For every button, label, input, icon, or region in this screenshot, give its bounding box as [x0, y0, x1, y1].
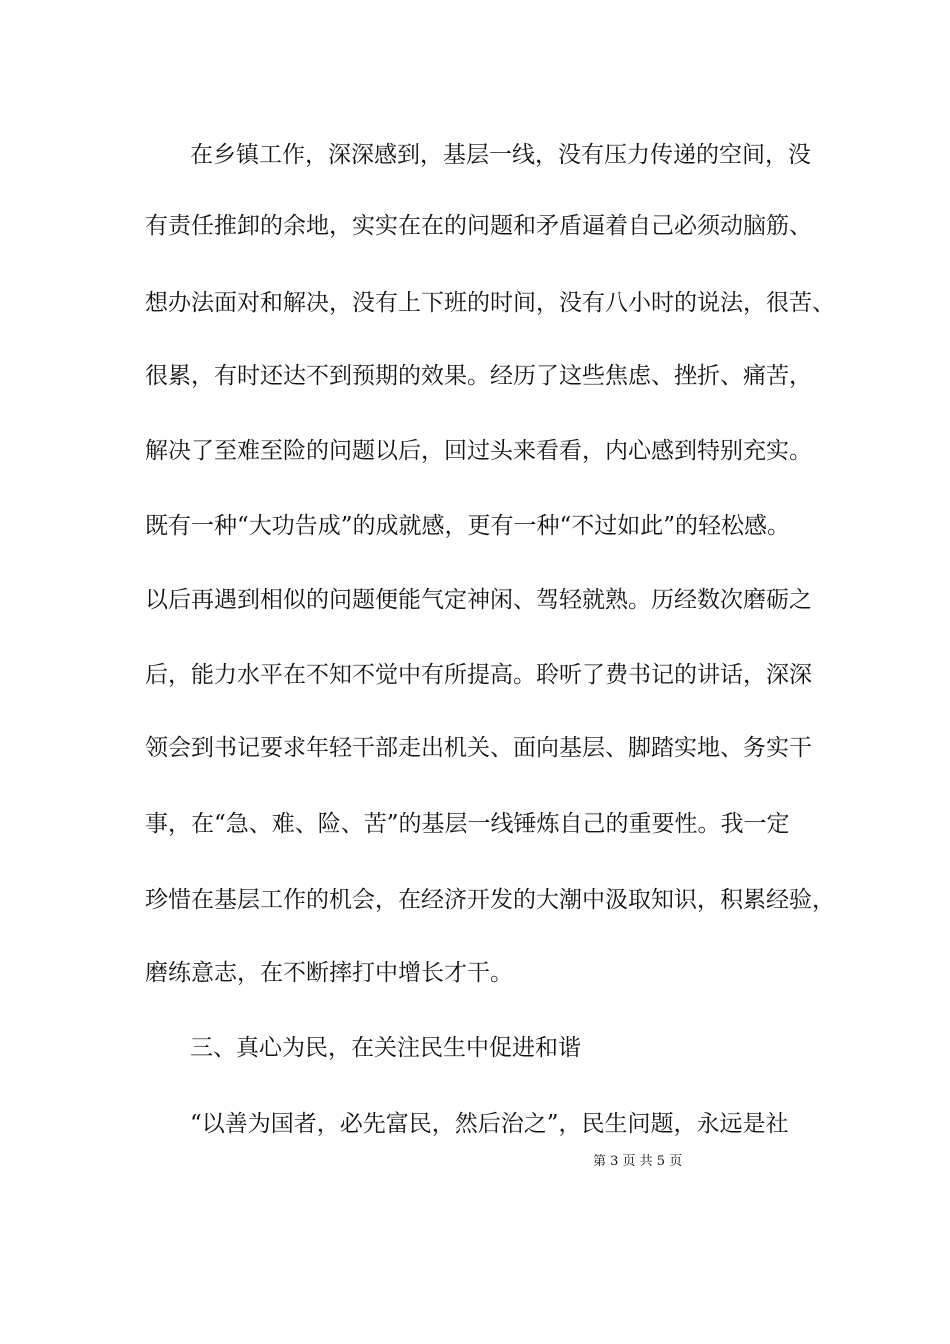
paragraph-line: “以善为国者，必先富民，然后治之”，民生问题，永远是社: [190, 1111, 789, 1137]
paragraph-line: 既有一种“大功告成”的成就感，更有一种“不过如此”的轻松感。: [145, 513, 791, 539]
paragraph-line: 珍惜在基层工作的机会，在经济开发的大潮中汲取知识，积累经验，: [145, 887, 835, 913]
section-heading: 三、真心为民，在关注民生中促进和谐: [190, 1035, 581, 1061]
paragraph-line: 后，能力水平在不知不觉中有所提高。聆听了费书记的讲话，深深: [145, 662, 812, 688]
paragraph-line: 想办法面对和解决，没有上下班的时间，没有八小时的说法，很苦、: [145, 290, 835, 316]
paragraph-line: 解决了至难至险的问题以后，回过头来看看，内心感到特别充实。: [145, 438, 812, 464]
paragraph-line: 以后再遇到相似的问题便能气定神闲、驾轻就熟。历经数次磨砺之: [145, 587, 812, 613]
paragraph-line: 领会到书记要求年轻干部走出机关、面向基层、脚踏实地、务实干: [145, 735, 812, 761]
paragraph-line: 有责任推卸的余地，实实在在的问题和矛盾逼着自己必须动脑筋、: [145, 213, 812, 239]
paragraph-line: 磨练意志，在不断摔打中增长才干。: [145, 960, 513, 986]
paragraph-line: 很累，有时还达不到预期的效果。经历了这些焦虑、挫折、痛苦，: [145, 363, 812, 389]
paragraph-line: 事，在“急、难、险、苦”的基层一线锤炼自己的重要性。我一定: [145, 811, 790, 837]
page-number: 第 3 页 共 5 页: [593, 1154, 683, 1169]
paragraph-line: 在乡镇工作，深深感到，基层一线，没有压力传递的空间，没: [190, 142, 811, 168]
